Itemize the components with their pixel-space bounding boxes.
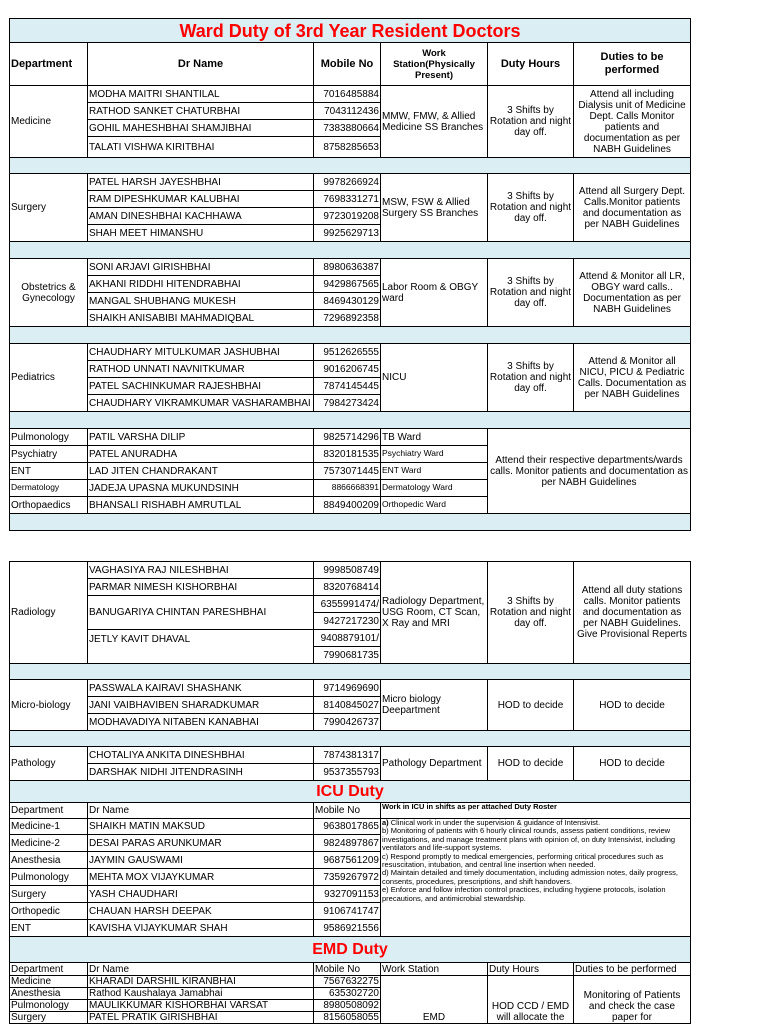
doctor-mobile: 8866668391 bbox=[314, 480, 381, 497]
emd-header-duty-hours: Duty Hours bbox=[488, 963, 574, 976]
header-duty-hours: Duty Hours bbox=[488, 43, 574, 86]
doctor-name: CHOTALIYA ANKITA DINESHBHAI bbox=[88, 747, 314, 764]
hours-surgery: 3 Shifts by Rotation and night day off. bbox=[488, 174, 574, 242]
emd-header-dr-name: Dr Name bbox=[88, 963, 314, 976]
doctor-name: Rathod Kaushalaya Jamabhai bbox=[88, 988, 314, 1000]
header-mobile: Mobile No bbox=[314, 43, 381, 86]
emd-dept: Surgery bbox=[10, 1012, 88, 1024]
doctor-name: CHAUAN HARSH DEEPAK bbox=[88, 903, 314, 920]
emd-header-work-station: Work Station bbox=[381, 963, 488, 976]
doctor-name: RATHOD SANKET CHATURBHAI bbox=[88, 103, 314, 120]
doctor-name: SHAIKH MATIN MAKSUD bbox=[88, 819, 314, 835]
doctor-mobile: 7990426737 bbox=[314, 714, 381, 731]
station-orthopedic-ward: Orthopedic Ward bbox=[381, 497, 488, 514]
doctor-name: AKHANI RIDDHI HITENDRABHAI bbox=[88, 276, 314, 293]
doctor-mobile: 9925629713 bbox=[314, 225, 381, 242]
emd-header-department: Department bbox=[10, 963, 88, 976]
doctor-mobile: 9723019208 bbox=[314, 208, 381, 225]
duties-pediatrics: Attend & Monitor all NICU, PICU & Pediatric Calls. Documentation as per NABH Guidelines bbox=[574, 344, 691, 412]
doctor-name: MODHAVADIYA NITABEN KANABHAI bbox=[88, 714, 314, 731]
station-pediatrics: NICU bbox=[381, 344, 488, 412]
doctor-mobile: 7383880664 bbox=[314, 120, 381, 137]
icu-dept: Orthopedic bbox=[10, 903, 88, 920]
emd-duties: Monitoring of Patients and check the case paper for bbox=[574, 976, 691, 1024]
dept-ent: ENT bbox=[10, 463, 88, 480]
doctor-name: PASSWALA KAIRAVI SHASHANK bbox=[88, 680, 314, 697]
doctor-name: MANGAL SHUBHANG MUKESH bbox=[88, 293, 314, 310]
ward-duty-table bbox=[9, 18, 691, 531]
doctor-mobile: 9537355793 bbox=[314, 764, 381, 781]
emd-station: EMD bbox=[381, 976, 488, 1024]
station-microbiology: Micro biology Deepartment bbox=[381, 680, 488, 731]
doctor-mobile: 9427217230 bbox=[314, 613, 381, 630]
doctor-mobile: 7990681735 bbox=[314, 647, 381, 664]
doctor-name: JETLY KAVIT DHAVAL bbox=[88, 630, 314, 664]
doctor-name: PATEL ANURADHA bbox=[88, 446, 314, 463]
separator-band bbox=[10, 242, 691, 259]
doctor-name: MAULIKKUMAR KISHORBHAI VARSAT bbox=[88, 1000, 314, 1012]
icu-title: ICU Duty bbox=[10, 781, 691, 803]
doctor-mobile: 9687561209 bbox=[314, 852, 381, 869]
dept-radiology: Radiology bbox=[10, 562, 88, 664]
duties-misc: Attend their respective departments/wards calls. Monitor patients and documentation as per NABH Guidelines bbox=[488, 429, 691, 514]
station-surgery: MSW, FSW & Allied Surgery SS Branches bbox=[381, 174, 488, 242]
doctor-name: SHAIKH ANISABIBI MAHMADIQBAL bbox=[88, 310, 314, 327]
doctor-name: YASH CHAUDHARI bbox=[88, 886, 314, 903]
station-medicine: MMW, FMW, & Allied Medicine SS Branches bbox=[381, 86, 488, 158]
doctor-mobile: 7296892358 bbox=[314, 310, 381, 327]
separator-band bbox=[10, 412, 691, 429]
station-psychiatry-ward: Psychiatry Ward bbox=[381, 446, 488, 463]
icu-dept: Pulmonology bbox=[10, 869, 88, 886]
header-department: Department bbox=[10, 43, 88, 86]
dept-psychiatry: Psychiatry bbox=[10, 446, 88, 463]
doctor-mobile: 9016206745 bbox=[314, 361, 381, 378]
doctor-name: JANI VAIBHAVIBEN SHARADKUMAR bbox=[88, 697, 314, 714]
diagnostics-duty-table bbox=[9, 561, 691, 1024]
doctor-mobile: 7874145445 bbox=[314, 378, 381, 395]
doctor-mobile: 7573071445 bbox=[314, 463, 381, 480]
emd-dept: Pulmonology bbox=[10, 1000, 88, 1012]
doctor-name: GOHIL MAHESHBHAI SHAMJIBHAI bbox=[88, 120, 314, 137]
doctor-mobile: 9512626555 bbox=[314, 344, 381, 361]
dept-microbiology: Micro-biology bbox=[10, 680, 88, 731]
doctor-mobile: 8758285653 bbox=[314, 137, 381, 158]
doctor-mobile: 8849400209 bbox=[314, 497, 381, 514]
doctor-name: CHAUDHARY VIKRAMKUMAR VASHARAMBHAI bbox=[88, 395, 314, 412]
doctor-name: CHAUDHARY MITULKUMAR JASHUBHAI bbox=[88, 344, 314, 361]
doctor-mobile: 9978266924 bbox=[314, 174, 381, 191]
doctor-mobile: 9714969690 bbox=[314, 680, 381, 697]
doctor-mobile: 9106741747 bbox=[314, 903, 381, 920]
doctor-name: RAM DIPESHKUMAR KALUBHAI bbox=[88, 191, 314, 208]
doctor-mobile: 8320181535 bbox=[314, 446, 381, 463]
doctor-mobile: 9825714296 bbox=[314, 429, 381, 446]
doctor-mobile: 7016485884 bbox=[314, 86, 381, 103]
doctor-name: BANUGARIYA CHINTAN PARESHBHAI bbox=[88, 596, 314, 630]
doctor-mobile: 7984273424 bbox=[314, 395, 381, 412]
dept-pulmonology: Pulmonology bbox=[10, 429, 88, 446]
doctor-mobile: 7043112436 bbox=[314, 103, 381, 120]
doctor-name: PATIL VARSHA DILIP bbox=[88, 429, 314, 446]
doctor-name: SONI ARJAVI GIRISHBHAI bbox=[88, 259, 314, 276]
separator-band bbox=[10, 514, 691, 531]
header-work-station: Work Station(Physically Present) bbox=[381, 43, 488, 86]
doctor-mobile: 6355991474/ bbox=[314, 596, 381, 613]
hours-microbiology: HOD to decide bbox=[488, 680, 574, 731]
emd-hours: HOD CCD / EMD will allocate the bbox=[488, 976, 574, 1024]
icu-dept: Anesthesia bbox=[10, 852, 88, 869]
icu-work-item: c) Respond promptly to medical emergencies, performing critical procedures such as resuscitation, intubation, and central line insertion when needed. bbox=[382, 851, 664, 870]
station-radiology: Radiology Department, USG Room, CT Scan, X Ray and MRI bbox=[381, 562, 488, 664]
doctor-name: MEHTA MOX VIJAYKUMAR bbox=[88, 869, 314, 886]
duties-medicine: Attend all including Dialysis unit of Medicine Dept. Calls Monitor patients and documentation as per NABH Guidelines bbox=[574, 86, 691, 158]
doctor-mobile: 9586921556 bbox=[314, 920, 381, 937]
doctor-name: TALATI VISHWA KIRITBHAI bbox=[88, 137, 314, 158]
header-dr-name: Dr Name bbox=[88, 43, 314, 86]
dept-pediatrics: Pediatrics bbox=[10, 344, 88, 412]
icu-header-department: Department bbox=[10, 803, 88, 819]
dept-surgery: Surgery bbox=[10, 174, 88, 242]
doctor-mobile: 7567632275 bbox=[314, 976, 381, 988]
doctor-name: AMAN DINESHBHAI KACHHAWA bbox=[88, 208, 314, 225]
doctor-mobile: 9638017865 bbox=[314, 819, 381, 835]
emd-title: EMD Duty bbox=[10, 937, 691, 963]
doctor-name: PARMAR NIMESH KISHORBHAI bbox=[88, 579, 314, 596]
doctor-mobile: 8469430129 bbox=[314, 293, 381, 310]
station-pathology: Pathology Department bbox=[381, 747, 488, 781]
doctor-name: BHANSALI RISHABH AMRUTLAL bbox=[88, 497, 314, 514]
hours-pediatrics: 3 Shifts by Rotation and night day off. bbox=[488, 344, 574, 412]
doctor-mobile: 8320768414 bbox=[314, 579, 381, 596]
icu-dept: ENT bbox=[10, 920, 88, 937]
duties-obgy: Attend & Monitor all LR, OBGY ward calls.. Documentation as per NABH Guidelines bbox=[574, 259, 691, 327]
station-obgy: Labor Room & OBGY ward bbox=[381, 259, 488, 327]
emd-dept: Medicine bbox=[10, 976, 88, 988]
icu-dept: Surgery bbox=[10, 886, 88, 903]
doctor-mobile: 8980508092 bbox=[314, 1000, 381, 1012]
doctor-name: RATHOD UNNATI NAVNITKUMAR bbox=[88, 361, 314, 378]
icu-work-item: d) Maintain detailed and timely documentation, including admission notes, daily progress, consents, procedures, prescriptions, and shift handovers. bbox=[382, 868, 678, 886]
emd-dept: Anesthesia bbox=[10, 988, 88, 1000]
doctor-mobile: 7698331271 bbox=[314, 191, 381, 208]
doctor-name: PATEL PRATIK GIRISHBHAI bbox=[88, 1012, 314, 1024]
icu-work-heading: Work in ICU in shifts as per attached Duty Roster bbox=[381, 803, 691, 819]
icu-header-dr-name: Dr Name bbox=[88, 803, 314, 819]
doctor-mobile: 9327091153 bbox=[314, 886, 381, 903]
doctor-name: KHARADI DARSHIL KIRANBHAI bbox=[88, 976, 314, 988]
icu-work-item: a) Clinical work in under the supervision & guidance of Intensivist. bbox=[382, 818, 601, 827]
doctor-name: VAGHASIYA RAJ NILESHBHAI bbox=[88, 562, 314, 579]
separator-band bbox=[10, 158, 691, 174]
dept-dermatology: Dermatology bbox=[10, 480, 88, 497]
hours-radiology: 3 Shifts by Rotation and night day off. bbox=[488, 562, 574, 664]
doctor-name: MODHA MAITRI SHANTILAL bbox=[88, 86, 314, 103]
doctor-name: JAYMIN GAUSWAMI bbox=[88, 852, 314, 869]
doctor-name: LAD JITEN CHANDRAKANT bbox=[88, 463, 314, 480]
icu-work-item: b) Monitoring of patients with 6 hourly clinical rounds, assess patient conditions, review investigations, and manage treatment plans with opinion of, on duty Intensivist, including ventilators and life-support systems. bbox=[382, 826, 676, 853]
icu-dept: Medicine-1 bbox=[10, 819, 88, 835]
doctor-mobile: 8980636387 bbox=[314, 259, 381, 276]
doctor-name: DESAI PARAS ARUNKUMAR bbox=[88, 835, 314, 852]
emd-header-duties: Duties to be performed bbox=[574, 963, 691, 976]
station-dermatology-ward: Dermatology Ward bbox=[381, 480, 488, 497]
doctor-mobile: 9429867565 bbox=[314, 276, 381, 293]
icu-header-mobile: Mobile No bbox=[314, 803, 381, 819]
hours-pathology: HOD to decide bbox=[488, 747, 574, 781]
doctor-mobile: 9998508749 bbox=[314, 562, 381, 579]
doctor-name: DARSHAK NIDHI JITENDRASINH bbox=[88, 764, 314, 781]
icu-work-description bbox=[381, 819, 691, 937]
doctor-name: PATEL SACHINKUMAR RAJESHBHAI bbox=[88, 378, 314, 395]
page-title: Ward Duty of 3rd Year Resident Doctors bbox=[10, 19, 691, 43]
doctor-name: KAVISHA VIJAYKUMAR SHAH bbox=[88, 920, 314, 937]
dept-obgy: Obstetrics & Gynecology bbox=[10, 259, 88, 327]
emd-header-mobile: Mobile No bbox=[314, 963, 381, 976]
separator-band bbox=[10, 327, 691, 344]
duties-radiology: Attend all duty stations calls. Monitor patients and documentation as per NABH Guidelines. Give Provisional Reperts bbox=[574, 562, 691, 664]
doctor-name: PATEL HARSH JAYESHBHAI bbox=[88, 174, 314, 191]
doctor-mobile: 8140845027 bbox=[314, 697, 381, 714]
icu-work-item: e) Enforce and follow infection control practices, including hygiene protocols, isolation precautions, and antimicrobial stewardship. bbox=[382, 885, 666, 903]
doctor-mobile: 8156058055 bbox=[314, 1012, 381, 1024]
doctor-mobile: 9408879101/ bbox=[314, 630, 381, 647]
doctor-name: JADEJA UPASNA MUKUNDSINH bbox=[88, 480, 314, 497]
doctor-mobile: 7874381317 bbox=[314, 747, 381, 764]
header-duties: Duties to be performed bbox=[574, 43, 691, 86]
doctor-mobile: 635302720 bbox=[314, 988, 381, 1000]
dept-medicine: Medicine bbox=[10, 86, 88, 158]
icu-dept: Medicine-2 bbox=[10, 835, 88, 852]
separator-band bbox=[10, 731, 691, 747]
duties-microbiology: HOD to decide bbox=[574, 680, 691, 731]
duties-surgery: Attend all Surgery Dept. Calls.Monitor patients and documentation as per NABH Guidelines bbox=[574, 174, 691, 242]
doctor-name: SHAH MEET HIMANSHU bbox=[88, 225, 314, 242]
separator-band bbox=[10, 664, 691, 680]
station-ent-ward: ENT Ward bbox=[381, 463, 488, 480]
hours-obgy: 3 Shifts by Rotation and night day off. bbox=[488, 259, 574, 327]
dept-orthopaedics: Orthopaedics bbox=[10, 497, 88, 514]
duties-pathology: HOD to decide bbox=[574, 747, 691, 781]
station-tb-ward: TB Ward bbox=[381, 429, 488, 446]
hours-medicine: 3 Shifts by Rotation and night day off. bbox=[488, 86, 574, 158]
dept-pathology: Pathology bbox=[10, 747, 88, 781]
doctor-mobile: 9824897867 bbox=[314, 835, 381, 852]
doctor-mobile: 7359267972 bbox=[314, 869, 381, 886]
